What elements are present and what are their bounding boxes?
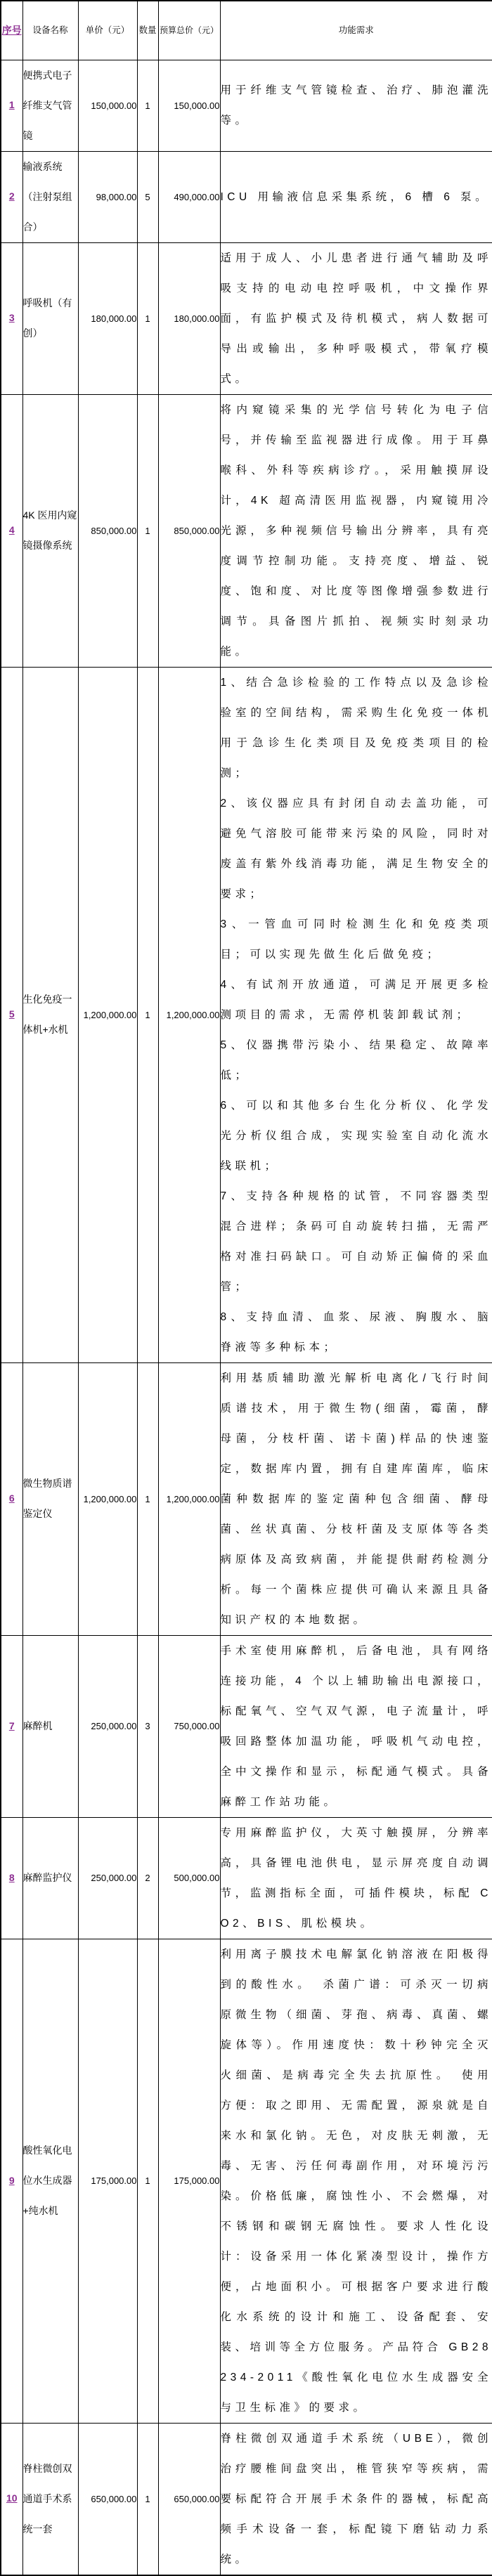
quantity-cell: 1 <box>137 1362 158 1635</box>
total-price-cell: 650,000.00 <box>158 2423 220 2575</box>
total-price-cell: 1,200,000.00 <box>158 667 220 1362</box>
seq-link[interactable]: 9 <box>9 2175 15 2186</box>
requirement-paragraph: 7、支持各种规格的试管，不同容器类型混合进样；条码可自动旋转扫描，无需严格对准扫码缺口。可自动矫正偏倚的采血管； <box>221 1181 492 1302</box>
header-quantity: 数量 <box>137 1 158 60</box>
equipment-name-cell: 生化免疫一体机+水机 <box>22 667 78 1362</box>
requirement-paragraph: 8、支持血清、血浆、尿液、胸腹水、脑脊液等多种标本； <box>221 1302 492 1362</box>
total-price-cell: 500,000.00 <box>158 1817 220 1939</box>
header-seq: 序号 <box>1 1 22 60</box>
total-price-cell: 750,000.00 <box>158 1635 220 1817</box>
header-unit-price: 单价（元） <box>78 1 137 60</box>
seq-link[interactable]: 4 <box>9 524 15 535</box>
equipment-name-cell: 微生物质谱鉴定仪 <box>22 1362 78 1635</box>
total-price-cell: 180,000.00 <box>158 242 220 394</box>
quantity-cell: 1 <box>137 667 158 1362</box>
requirement-paragraph: 4、有试剂开放通道，可满足开展更多检测项目的需求，无需停机装卸载试剂； <box>221 970 492 1030</box>
seq-cell <box>1 667 22 1362</box>
requirements-cell <box>220 1635 492 1817</box>
requirements-cell <box>220 1939 492 2423</box>
requirements-cell <box>220 60 492 151</box>
quantity-cell: 1 <box>137 242 158 394</box>
requirements-cell <box>220 151 492 242</box>
total-price-cell: 850,000.00 <box>158 394 220 667</box>
quantity-cell: 3 <box>137 1635 158 1817</box>
equipment-name-cell: 4K 医用内窥镜摄像系统 <box>22 394 78 667</box>
seq-link[interactable]: 2 <box>9 190 15 202</box>
total-price-cell: 1,200,000.00 <box>158 1362 220 1635</box>
unit-price-cell: 98,000.00 <box>78 151 137 242</box>
total-price-cell: 175,000.00 <box>158 1939 220 2423</box>
requirement-paragraph: 5、仪器携带污染小、结果稳定、故障率低； <box>221 1030 492 1091</box>
seq-link[interactable]: 7 <box>9 1720 15 1731</box>
requirement-paragraph: 1、结合急诊检验的工作特点以及急诊检验室的空间结构，需采购生化免疫一体机用于急诊生化类项目及免疫类项目的检测； <box>221 668 492 788</box>
requirements-cell <box>220 1817 492 1939</box>
quantity-cell: 1 <box>137 2423 158 2575</box>
requirement-paragraph: 专用麻醉监护仪，大英寸触摸屏，分辨率高，具备锂电池供电，显示屏亮度自动调节，监测指标全面，可插件模块，标配 CO2、BIS、肌松模块。 <box>221 1818 492 1939</box>
table-row <box>1 1817 492 1939</box>
requirement-paragraph: 6、可以和其他多台生化分析仪、化学发光分析仪组合成，实现实验室自动化流水线联机； <box>221 1091 492 1181</box>
requirement-paragraph: ICU 用输液信息采集系统，6 槽 6 泵。 <box>221 182 492 212</box>
equipment-name-cell: 麻醉监护仪 <box>22 1817 78 1939</box>
header-row <box>1 1 492 60</box>
seq-link[interactable]: 8 <box>9 1872 15 1883</box>
requirement-paragraph: 利用基质辅助激光解析电离化/飞行时间质谱技术，用于微生物(细菌，霉菌，酵母菌，分枝杆菌、诺卡菌)样品的快速鉴定，数据库内置，拥有自建库菌库，临床菌种数据库的鉴定菌种包含细菌、酵母菌、丝状真菌、分枝杆菌及支原体等各类病原体及高致病菌，并能提供耐药检测分析。每一个菌株应提供可确认来源且具备知识产权的本地数据。 <box>221 1363 492 1635</box>
requirements-cell <box>220 242 492 394</box>
table-row <box>1 394 492 667</box>
requirements-cell <box>220 394 492 667</box>
seq-cell <box>1 1635 22 1817</box>
total-price-cell: 150,000.00 <box>158 60 220 151</box>
requirement-paragraph: 适用于成人、小儿患者进行通气辅助及呼吸支持的电动电控呼吸机，中文操作界面，有监护模式及待机模式，病人数据可导出或输出，多种呼吸模式，带氧疗模式。 <box>221 243 492 394</box>
seq-cell <box>1 60 22 151</box>
requirement-paragraph: 用于纤维支气管镜检查、治疗、肺泡灌洗等。 <box>221 75 492 136</box>
unit-price-cell: 175,000.00 <box>78 1939 137 2423</box>
equipment-name-cell: 酸性氧化电位水生成器+纯水机 <box>22 1939 78 2423</box>
requirement-paragraph: 利用离子膜技术电解氯化钠溶液在阳极得到的酸性水。 杀菌广谱：可杀灭一切病原微生物（细菌、芽孢、病毒、真菌、螺旋体等）。作用速度快：数十秒钟完全灭火细菌、是病毒完全失去抗原性。 使用方便：取之即用、无需配置，源泉就是自来水和氯化钠。无色，对皮肤无刺激，无毒、无害、污任何毒副作用，对环境污污染。价格低廉，腐蚀性小、不会燃爆，对不锈钢和碳钢无腐蚀性。要求人性化设计：设备采用一体化紧凑型设计，操作方便，占地面积小。可根据客户要求进行酸化水系统的设计和施工、设备配套、安装、培训等全方位服务。产品符合 GB28234-2011《酸性氧化电位水生成器安全与卫生标准》的要求。 <box>221 1939 492 2423</box>
quantity-cell: 5 <box>137 151 158 242</box>
unit-price-cell: 250,000.00 <box>78 1635 137 1817</box>
seq-cell <box>1 1939 22 2423</box>
requirement-paragraph: 脊柱微创双通道手术系统（UBE），微创治疗腰椎间盘突出，椎管狭窄等疾病，需要标配符合开展手术条件的器械，标配高频手术设备一套，标配镜下磨钻动力系统。 <box>221 2424 492 2575</box>
equipment-name-cell: 输液系统（注射泵组合） <box>22 151 78 242</box>
table-row <box>1 60 492 151</box>
seq-cell <box>1 1817 22 1939</box>
quantity-cell: 1 <box>137 394 158 667</box>
header-equipment-name: 设备名称 <box>22 1 78 60</box>
quantity-cell: 2 <box>137 1817 158 1939</box>
unit-price-cell: 850,000.00 <box>78 394 137 667</box>
seq-link[interactable]: 1 <box>9 99 15 110</box>
equipment-name-cell: 呼吸机（有创） <box>22 242 78 394</box>
quantity-cell: 1 <box>137 1939 158 2423</box>
seq-cell <box>1 151 22 242</box>
quantity-cell: 1 <box>137 60 158 151</box>
seq-cell <box>1 2423 22 2575</box>
requirement-paragraph: 将内窥镜采集的光学信号转化为电子信号，并传输至监视器进行成像。用于耳鼻喉科、外科等疾病诊疗。，采用触摸屏设计，4K 超高清医用监视器，内窥镜用冷光源，多种视频信号输出分辨率，具有亮度调节控制功能。支持亮度、增益、锐度、饱和度、对比度等图像增强参数进行调节。具备图片抓拍、视频实时刻录功能。 <box>221 395 492 667</box>
requirements-cell <box>220 2423 492 2575</box>
unit-price-cell: 250,000.00 <box>78 1817 137 1939</box>
equipment-name-cell: 便携式电子纤维支气管镜 <box>22 60 78 151</box>
header-total-price: 预算总价（元） <box>158 1 220 60</box>
equipment-name-cell: 脊柱微创双通道手术系统一套 <box>22 2423 78 2575</box>
table-row <box>1 1362 492 1635</box>
requirement-paragraph: 3、一管血可同时检测生化和免疫类项目；可以实现先做生化后做免疫； <box>221 909 492 970</box>
unit-price-cell: 150,000.00 <box>78 60 137 151</box>
unit-price-cell: 1,200,000.00 <box>78 1362 137 1635</box>
requirement-paragraph: 2、该仪器应具有封闭自动去盖功能，可避免气溶胶可能带来污染的风险，同时对废盖有紫外线消毒功能，满足生物安全的要求； <box>221 788 492 909</box>
seq-link[interactable]: 3 <box>9 312 15 323</box>
total-price-cell: 490,000.00 <box>158 151 220 242</box>
seq-link[interactable]: 10 <box>6 2492 18 2504</box>
seq-link[interactable]: 5 <box>9 1008 15 1020</box>
table-row <box>1 242 492 394</box>
equipment-name-cell: 麻醉机 <box>22 1635 78 1817</box>
table-row <box>1 2423 492 2575</box>
requirements-cell <box>220 667 492 1362</box>
unit-price-cell: 1,200,000.00 <box>78 667 137 1362</box>
requirements-cell <box>220 1362 492 1635</box>
seq-cell <box>1 242 22 394</box>
header-requirements: 功能需求 <box>220 1 492 60</box>
unit-price-cell: 650,000.00 <box>78 2423 137 2575</box>
seq-link[interactable]: 6 <box>9 1492 15 1504</box>
table-row <box>1 1635 492 1817</box>
seq-cell <box>1 394 22 667</box>
seq-cell <box>1 1362 22 1635</box>
unit-price-cell: 180,000.00 <box>78 242 137 394</box>
table-row <box>1 667 492 1362</box>
requirement-paragraph: 手术室使用麻醉机，后备电池，具有网络连接功能，4 个以上辅助输出电源接口，标配氧气、空气双气源，电子流量计，呼吸回路整体加温功能，呼吸机气动电控，全中文操作和显示，标配通气模式。具备麻醉工作站功能。 <box>221 1636 492 1817</box>
table-row <box>1 1939 492 2423</box>
table-row <box>1 151 492 242</box>
